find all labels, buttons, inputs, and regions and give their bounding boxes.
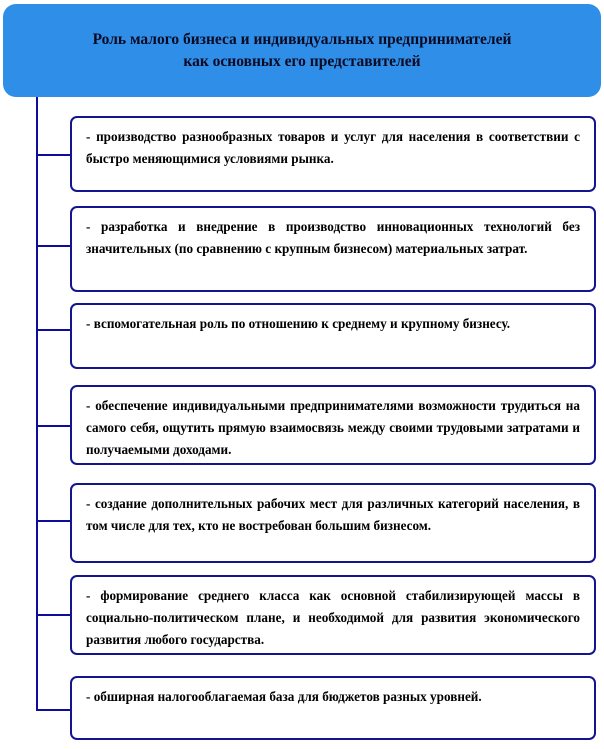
role-item-text: - вспомогательная роль по отношению к среднему и крупному бизнесу. [86, 316, 511, 331]
connector-line [37, 245, 72, 247]
title-line-1: Роль малого бизнеса и индивидуальных предпринимателей [92, 30, 512, 48]
role-item-box [70, 385, 596, 465]
diagram-header [3, 4, 601, 97]
vertical-connector-line [36, 97, 38, 711]
diagram-title [63, 29, 542, 73]
role-item-box [70, 676, 596, 740]
connector-line [37, 520, 72, 522]
connector-line [37, 329, 72, 331]
role-item-text: - разработка и внедрение в производство инновационных технологий без значительных (по сравнению с крупным бизнесом) материальных затрат. [86, 219, 580, 256]
role-item-text: - создание дополнительных рабочих мест для различных категорий населения, в том числе для тех, кто не востребован большим бизнесом. [86, 496, 580, 533]
role-item-box [70, 575, 596, 655]
role-item-box [70, 483, 596, 563]
role-item-text: - обширная налогооблагаемая база для бюджетов разных уровней. [86, 689, 482, 704]
connector-line [37, 154, 72, 156]
role-item-text: - формирование среднего класса как основной стабилизирующей массы в социально-политическом плане, и необходимой для развития экономического развития любого государства. [86, 588, 580, 647]
role-item-text: - производство разнообразных товаров и услуг для населения в соответствии с быстро меняющимися условиями рынка. [86, 129, 580, 166]
connector-line [37, 709, 72, 711]
role-item-box [70, 206, 596, 292]
title-line-2: как основных его представителей [183, 52, 421, 70]
role-item-box [70, 303, 596, 369]
connector-line [37, 614, 72, 616]
role-item-box [70, 116, 596, 192]
connector-line [37, 425, 72, 427]
role-item-text: - обеспечение индивидуальными предпринимателями возможности трудиться на самого себя, ощутить прямую взаимосвязь между своими трудовыми затратами и получаемыми доходами. [86, 398, 580, 457]
